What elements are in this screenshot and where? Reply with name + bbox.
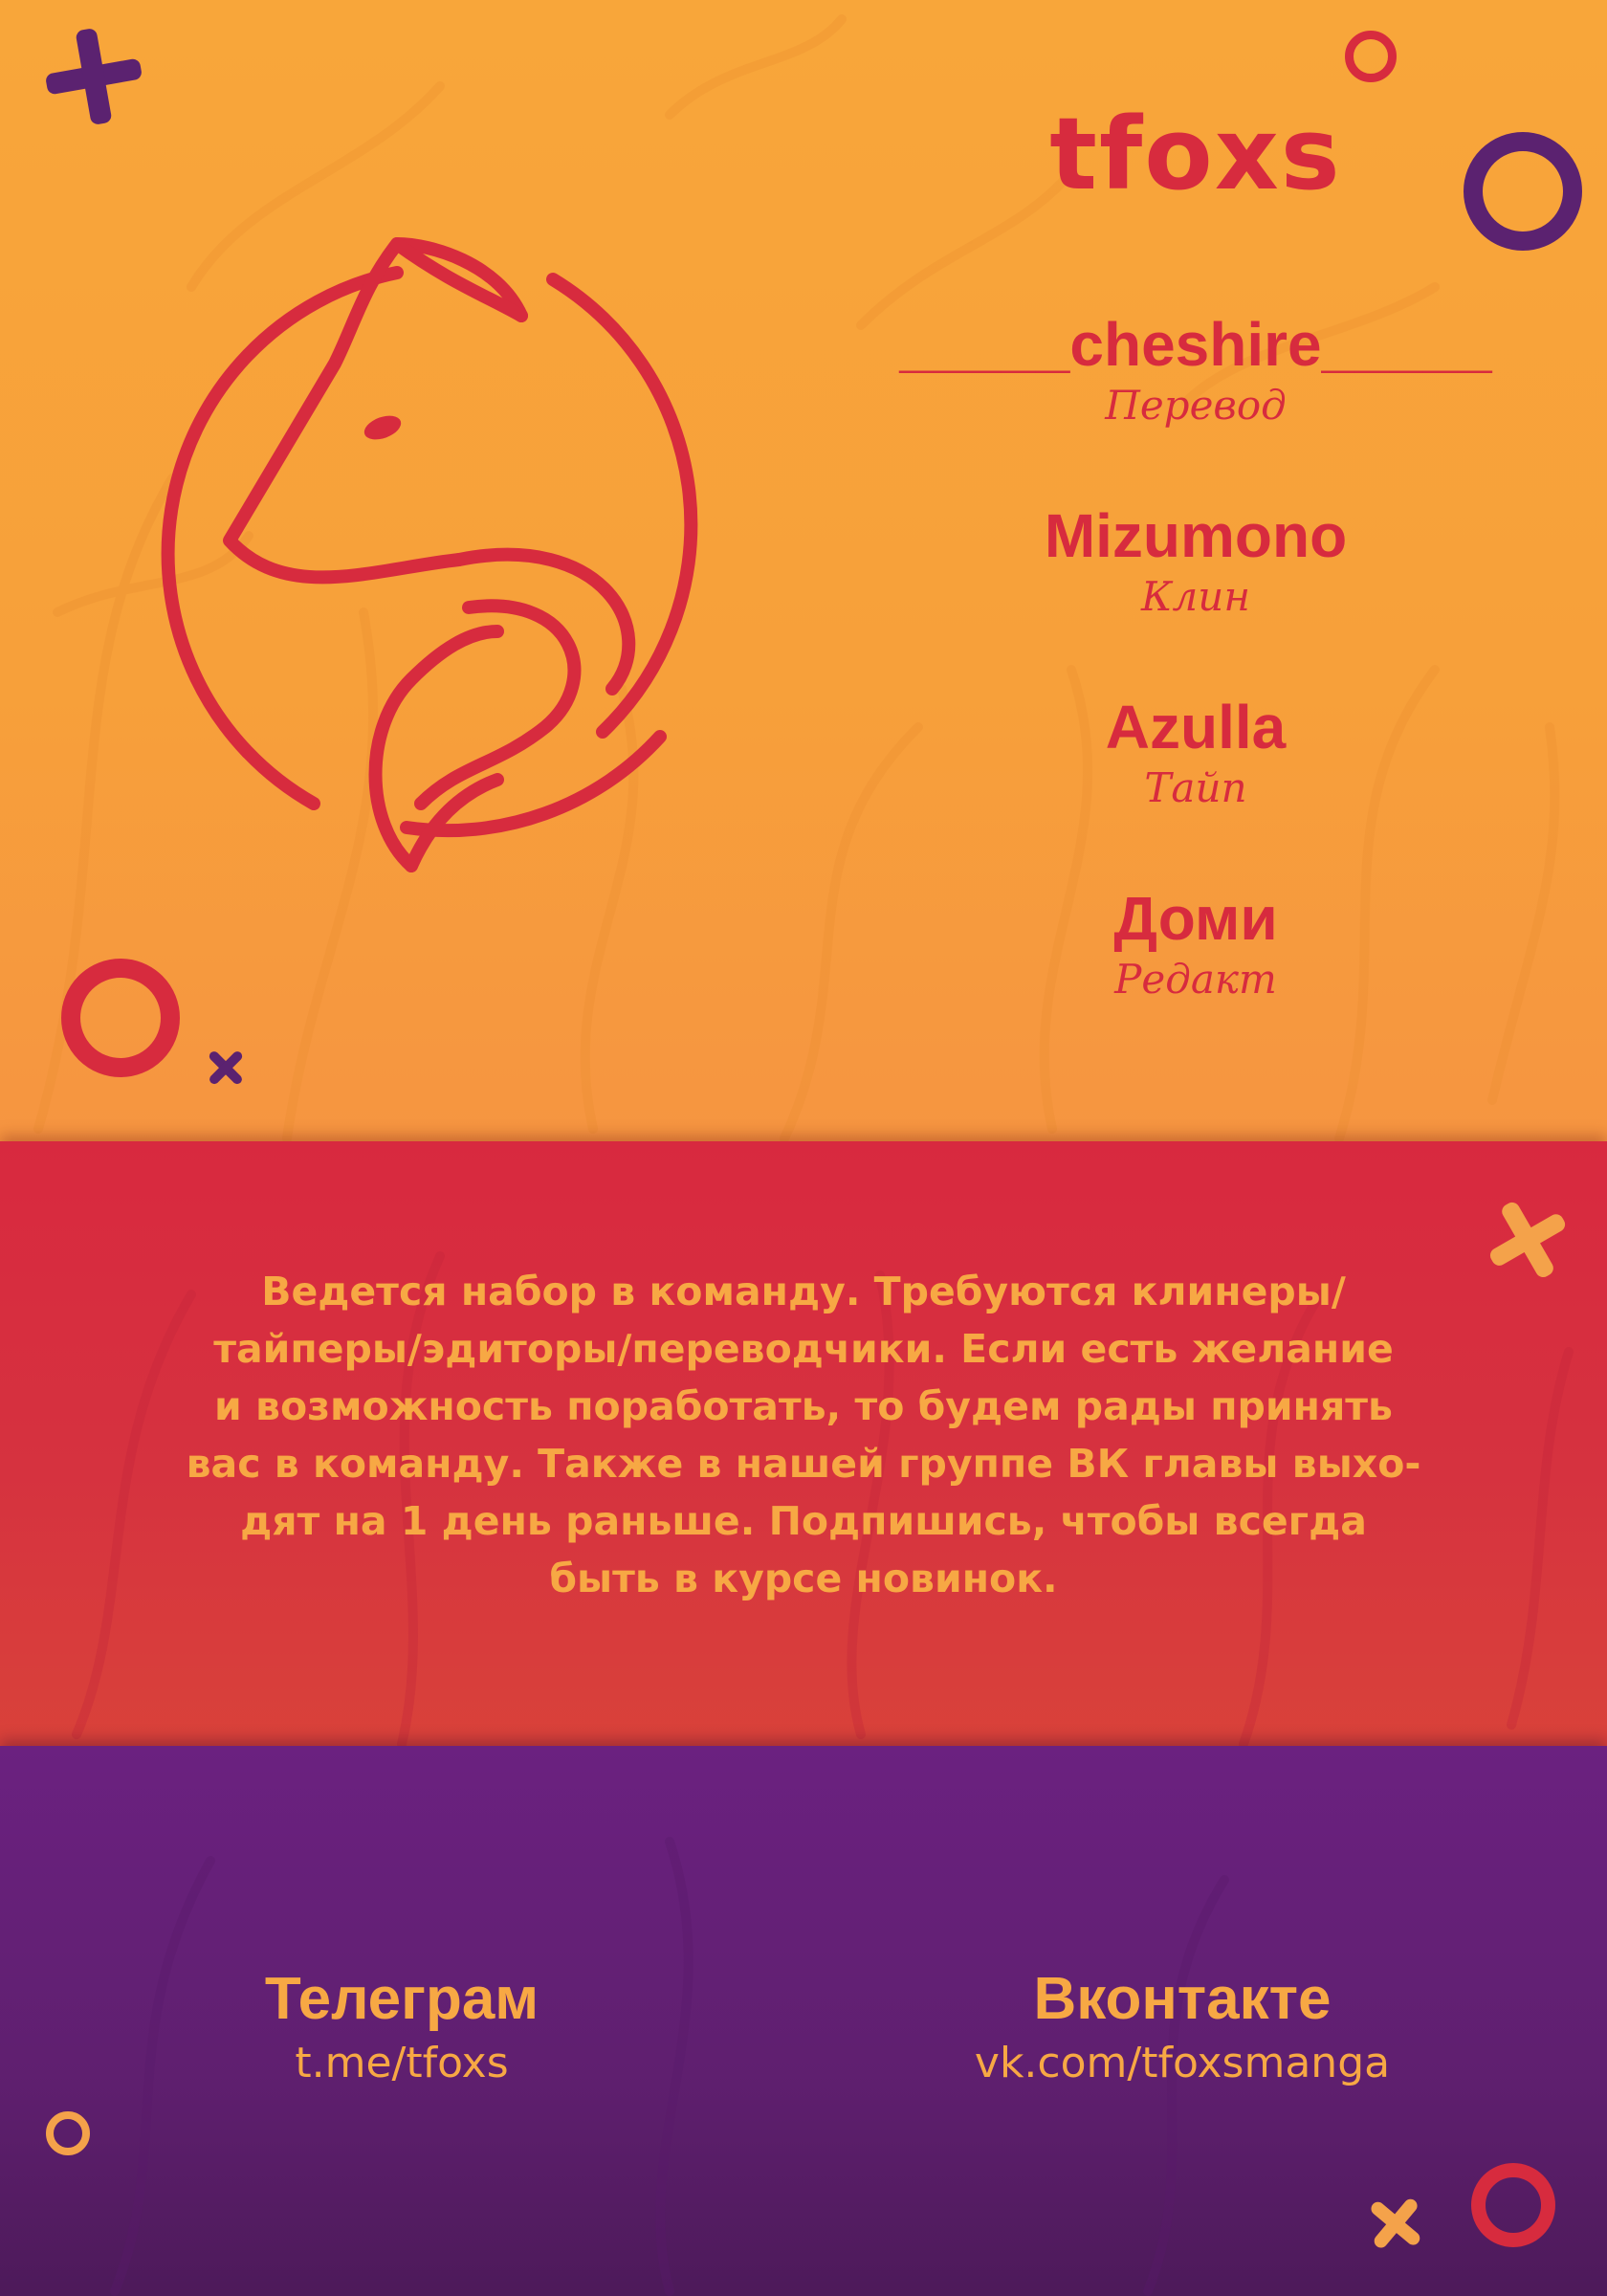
fox-logo-icon	[143, 230, 756, 899]
credits-section	[0, 0, 1607, 1141]
vk-link[interactable]: vk.com/tfoxsmanga	[974, 2039, 1391, 2087]
credit-role: Редакт	[1114, 956, 1277, 1003]
credit-role: Клин	[1141, 573, 1250, 620]
credit-translator	[842, 308, 1550, 430]
announcement-section	[0, 1141, 1607, 1746]
credit-name: Azulla	[1105, 693, 1287, 762]
credit-name: Доми	[1113, 884, 1278, 953]
contacts-section	[0, 1746, 1607, 2296]
credit-typesetter	[842, 691, 1550, 813]
ring-icon	[1345, 31, 1397, 82]
vk-contact	[886, 1964, 1479, 2092]
credit-name: Mizumono	[1044, 501, 1348, 570]
credit-name: _____cheshire_____	[899, 310, 1492, 379]
credit-cleaner	[842, 499, 1550, 622]
notice-line: вас в команду. Также в нашей группе ВК главы выхо-	[186, 1441, 1421, 1487]
notice-line: быть в курсе новинок.	[549, 1556, 1058, 1601]
notice-line: и возможность поработать, то будем рады принять	[214, 1383, 1393, 1429]
plus-icon	[38, 21, 149, 132]
ring-icon	[1464, 132, 1582, 251]
ring-icon	[1471, 2163, 1555, 2247]
credit-editor	[842, 882, 1550, 1004]
notice-line: тайперы/эдиторы/переводчики. Если есть желание	[213, 1326, 1394, 1372]
vk-title: Вконтакте	[1033, 1966, 1332, 2032]
notice-line: дят на 1 день раньше. Подпишись, чтобы всегда	[240, 1498, 1367, 1544]
telegram-title: Телеграм	[264, 1966, 539, 2032]
credit-role: Перевод	[1105, 382, 1287, 429]
credit-role: Тайп	[1144, 764, 1247, 811]
site-title: tfoxs	[1049, 96, 1342, 212]
recruitment-notice	[134, 1263, 1473, 1607]
notice-line: Ведется набор в команду. Требуются клинеры/	[261, 1269, 1346, 1314]
ring-icon	[61, 959, 180, 1077]
telegram-contact	[105, 1964, 698, 2092]
telegram-link[interactable]: t.me/tfoxs	[295, 2039, 509, 2087]
ring-icon	[46, 2111, 90, 2155]
